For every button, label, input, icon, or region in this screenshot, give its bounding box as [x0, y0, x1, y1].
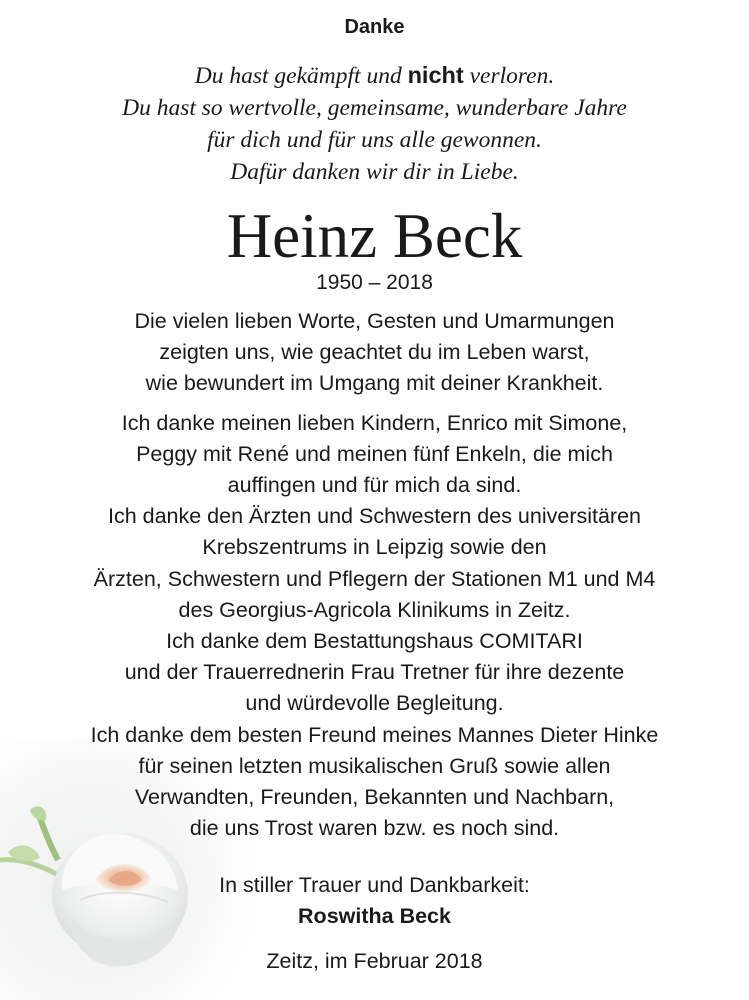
- life-dates: 1950 – 2018: [316, 271, 433, 294]
- text-line: Ich danke dem besten Freund meines Mannes Dieter Hinke: [90, 722, 659, 747]
- text-line: und der Trauerrednerin Frau Tretner für ihre dezente: [124, 660, 625, 685]
- text-line: Peggy mit René und meinen fünf Enkeln, die mich: [136, 441, 613, 466]
- poem-line-1: [0, 59, 749, 92]
- poem-line-1-end: verloren.: [463, 63, 555, 89]
- text-line: wie bewundert im Umgang mit deiner Krankheit.: [145, 371, 604, 396]
- poem-emphasis: nicht: [407, 62, 464, 88]
- signer-name: Roswitha Beck: [298, 904, 451, 928]
- poem-line-4: Dafür danken wir dir in Liebe.: [230, 159, 519, 185]
- poem-line-2: Du hast so wertvolle, gemeinsame, wunderbare Jahre: [122, 95, 627, 121]
- poem-line-3: für dich und für uns alle gewonnen.: [207, 127, 542, 153]
- text-line: zeigten uns, wie geachtet du im Leben warst,: [159, 340, 590, 365]
- text-line: Ärzten, Schwestern und Pflegern der Stationen M1 und M4: [93, 566, 656, 591]
- thanks-text: [0, 306, 749, 844]
- notice-heading: Danke: [344, 16, 405, 38]
- text-line: Ich danke den Ärzten und Schwestern des universitären: [107, 504, 642, 529]
- text-line: Ich danke dem Bestattungshaus COMITARI: [166, 629, 583, 654]
- poem-line-1-start: Du hast gekämpft und: [194, 63, 408, 89]
- place-and-date: Zeitz, im Februar 2018: [266, 949, 483, 973]
- text-line: und würdevolle Begleitung.: [245, 691, 504, 716]
- poem: [0, 59, 749, 188]
- paragraph-1: [0, 306, 749, 400]
- text-line: des Georgius-Agricola Klinikums in Zeitz.: [178, 597, 571, 622]
- text-line: für seinen letzten musikalischen Gruß sowie allen: [138, 753, 611, 778]
- closing-line: In stiller Trauer und Dankbarkeit:: [219, 873, 530, 897]
- deceased-name: Heinz Beck: [226, 201, 523, 271]
- text-line: Verwandten, Freunden, Bekannten und Nachbarn,: [134, 785, 615, 810]
- paragraph-2: [0, 408, 749, 845]
- text-line: auffingen und für mich da sind.: [227, 473, 522, 498]
- text-line: Die vielen lieben Worte, Gesten und Umarmungen: [134, 309, 615, 333]
- text-line: die uns Trost waren bzw. es noch sind.: [189, 816, 560, 841]
- text-line: Ich danke meinen lieben Kindern, Enrico mit Simone,: [121, 410, 628, 435]
- text-line: Krebszentrums in Leipzig sowie den: [202, 535, 547, 560]
